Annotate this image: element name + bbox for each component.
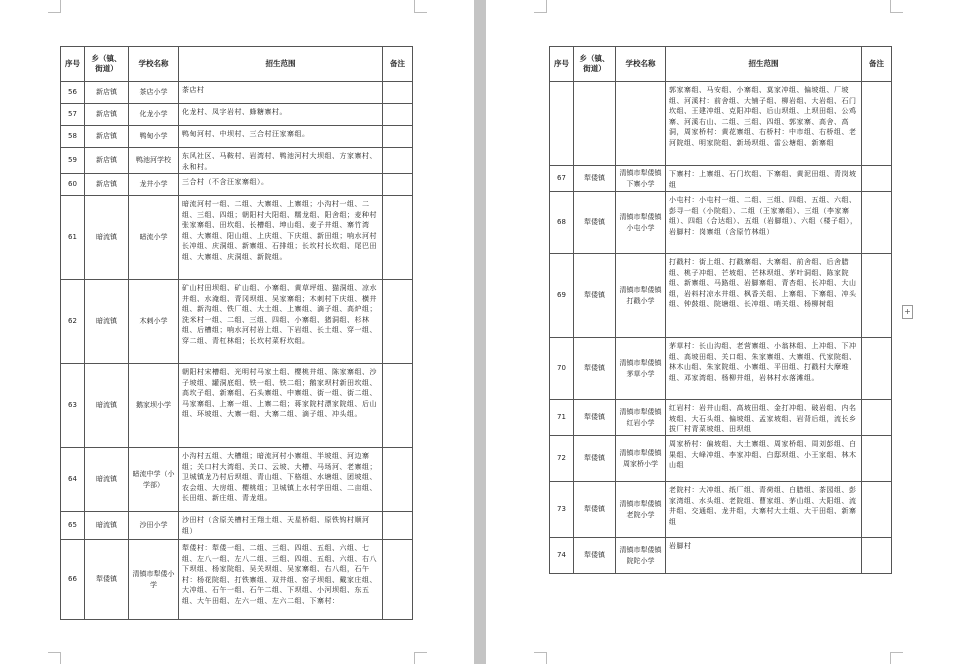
cell-school: 清镇市犁倭镇周家桥小学 xyxy=(616,436,666,482)
cell-town: 犁倭镇 xyxy=(574,254,616,338)
cell-scope: 犁倭村：犁倭一组、二组、三组、四组、五组、六组、七组、左八一组、左八二组、三组、四组、五组、六组、右八下坝组、杨家院组、吴关坝组、吴家寨组、右八组，石午村：杨花院组、打铁寨组、双井组、窑子坝组、戴家庄组、大冲组、石午一组、石午二组、下坝组、小河坝组、东五组、大午田组、左六一组、左六二组、下寨村： xyxy=(179,540,383,620)
cell-note xyxy=(383,280,413,364)
cell-note xyxy=(862,400,892,436)
document-page-right xyxy=(486,0,960,664)
cell-town: 犁倭镇 xyxy=(574,436,616,482)
cell-scope: 郭家寨组、马安组、小寨组、莫家冲组、偏坡组、厂坡组、河溪村：前舍组、大铺子组、柳岩组、大岩组、石门坎组、王建冲组、克阳冲组、后山坝组、上坝田组、公鸡寨、河溪右山、二组、三组、四组、郭家寨、高舍、高洞，周家桥村：黄花寨组、右桥村：中市组、右桥组、老河院组、明家院组、新场坝组、雷公塘组、新寨组 xyxy=(666,82,862,166)
header-note: 备注 xyxy=(862,47,892,82)
cell-num: 74 xyxy=(550,538,574,574)
header-school: 学校名称 xyxy=(129,47,179,82)
header-town: 乡（镇、街道） xyxy=(574,47,616,82)
cell-num: 60 xyxy=(61,174,85,196)
cell-scope: 化龙村、凤字岩村、蜂糖寨村。 xyxy=(179,104,383,126)
cell-town: 新店镇 xyxy=(85,82,129,104)
cell-town: 暗流镇 xyxy=(85,280,129,364)
cell-town: 犁倭镇 xyxy=(574,482,616,538)
table-row xyxy=(61,364,413,448)
cell-town: 犁倭镇 xyxy=(574,338,616,400)
cell-num: 67 xyxy=(550,166,574,192)
table-row xyxy=(61,126,413,148)
cell-school: 木刺小学 xyxy=(129,280,179,364)
header-note: 备注 xyxy=(383,47,413,82)
table-header-row xyxy=(61,47,413,82)
cell-note xyxy=(383,364,413,448)
header-town: 乡（镇、街道） xyxy=(85,47,129,82)
table-row xyxy=(61,448,413,512)
header-scope: 招生范围 xyxy=(179,47,383,82)
cell-num: 68 xyxy=(550,192,574,254)
cell-scope: 朝阳村宋槽组、光明村马家土组、樱桃井组、陈家寨组、沙子坡组、罐洞底组、铁一组、铁二组；鹅家坝村新田坎组、高坎子组、新寨组、石头寨组、中寨组、街一组、街二组、马家寨组、上寨一组、上寨二组；蒋家院村漂家院组、后山组、环坡组、大寨一组、大寨二组、滴子组、冲头组。 xyxy=(179,364,383,448)
cell-note xyxy=(383,104,413,126)
cell-scope: 小沟村五组、大槽组；暗流河村小寨组、半坡组、河边寨组；关口村大湾组、关口、云坡、大槽、马场河、老寨组；卫城镇龙乃村后坝组、青山组、下格组、水塘组、团坡组、农会组、大房组、樱桃组；卫城镇上水村学田组、二亩组、长田组、新庄组、青龙组。 xyxy=(179,448,383,512)
table-row xyxy=(61,512,413,540)
cell-note xyxy=(862,166,892,192)
cell-note xyxy=(383,148,413,174)
cell-school: 龙井小学 xyxy=(129,174,179,196)
margin-corner-mark xyxy=(414,652,427,664)
enrollment-table xyxy=(60,46,413,620)
cell-num: 71 xyxy=(550,400,574,436)
cell-town: 犁倭镇 xyxy=(574,400,616,436)
table-row xyxy=(550,82,892,166)
page-gutter xyxy=(474,0,486,664)
cell-num: 59 xyxy=(61,148,85,174)
header-num: 序号 xyxy=(61,47,85,82)
table-row xyxy=(61,82,413,104)
cell-scope: 矿山村田坝组、矿山组、小寨组、黄草坪组、猫洞组、凉水井组、水淹组、青冈坝组、吴家寨组；木刺村下庆组、横井组、新沟组、铁厂组、大土组、上寨组、滴子组、高炉组；洗米村一组、二组、三组、四组、小寨组、猪洞组、杉林组、后槽组；响水河村岩上组、下岩组、长土组、穿一组、穿二组、青杠林组；长坎村菜籽坎组。 xyxy=(179,280,383,364)
cell-town: 暗流镇 xyxy=(85,512,129,540)
cell-scope: 鸭甸河村、中坝村、三合村汪家寨组。 xyxy=(179,126,383,148)
table-row xyxy=(550,436,892,482)
cell-num: 62 xyxy=(61,280,85,364)
cell-note xyxy=(383,540,413,620)
cell-scope: 三合村（不含汪家寨组）。 xyxy=(179,174,383,196)
cell-scope: 周家桥村：偏坡组、大土寨组、周家桥组、周刘彭组、白果组、大峰冲组、李家冲组、白邸坝组、小王家组、林木山组 xyxy=(666,436,862,482)
cell-town: 新店镇 xyxy=(85,148,129,174)
cell-note xyxy=(862,192,892,254)
cell-school: 鹅家坝小学 xyxy=(129,364,179,448)
cell-note xyxy=(383,196,413,280)
cell-town: 犁倭镇 xyxy=(85,540,129,620)
cell-num: 73 xyxy=(550,482,574,538)
table-row xyxy=(550,338,892,400)
cell-scope: 小屯村：小屯村一组、二组、三组、四组、五组、六组、彭寻一组（小院组）、二组（王家寨组）、三组（李家寨组）、四组（合达组）、五组（岩脚组）、六组（楼子组），岩脚村：岗寨组（含原竹林组） xyxy=(666,192,862,254)
cell-note xyxy=(862,82,892,166)
table-row xyxy=(61,280,413,364)
table-row xyxy=(61,174,413,196)
cell-school: 鸭甸小学 xyxy=(129,126,179,148)
cell-num: 64 xyxy=(61,448,85,512)
cell-town: 暗流镇 xyxy=(85,448,129,512)
table-row xyxy=(550,538,892,574)
cell-num: 63 xyxy=(61,364,85,448)
cell-num: 65 xyxy=(61,512,85,540)
cell-town: 新店镇 xyxy=(85,104,129,126)
cell-town: 犁倭镇 xyxy=(574,538,616,574)
margin-corner-mark xyxy=(890,0,903,13)
table-row xyxy=(61,104,413,126)
table-row xyxy=(550,400,892,436)
cell-school: 清镇市犁倭镇打戳小学 xyxy=(616,254,666,338)
expand-page-button[interactable]: + xyxy=(902,305,913,319)
margin-corner-mark xyxy=(534,0,547,13)
cell-scope: 茶店村 xyxy=(179,82,383,104)
cell-scope: 茅草村：长山沟组、老营寨组、小翁林组、上冲组、下冲组、高坡田组、关口组、朱家寨组、大寨组、代家院组、林木山组、朱家院组、小寨组、平田组、打戳村大摩堆组、邓家湾组、杨柳井组，岩林村水落滩组。 xyxy=(666,338,862,400)
table-body xyxy=(61,82,413,620)
cell-school: 清镇市犁倭镇茅草小学 xyxy=(616,338,666,400)
cell-note xyxy=(862,254,892,338)
cell-town: 新店镇 xyxy=(85,174,129,196)
cell-school: 清镇市犁倭小学 xyxy=(129,540,179,620)
table-row xyxy=(550,482,892,538)
cell-num: 56 xyxy=(61,82,85,104)
table-row xyxy=(550,254,892,338)
cell-scope: 暗流河村一组、二组、大寨组、上寨组；小沟村一组、二组、三组、四组；朝阳村大阳组、糯龙组、阳舍组；麦种村张家寨组、田坎组、长槽组、坤山组、麦子井组、寨竹湾组、大寨组、阳山组、上庆组、下庆组、新田组；响水河村长冲组、庆洞组、新寨组、石排组；长坎村长坎组、尾巴田组、大寨组、庆洞组、新院组。 xyxy=(179,196,383,280)
cell-note xyxy=(862,538,892,574)
cell-note xyxy=(383,448,413,512)
cell-school: 暗流小学 xyxy=(129,196,179,280)
cell-num: 61 xyxy=(61,196,85,280)
cell-scope: 东风社区、马鞍村、岩湾村、鸭池河村大坝组、方家寨村、永和村。 xyxy=(179,148,383,174)
table-body xyxy=(550,82,892,574)
cell-school: 清镇市犁倭镇下寨小学 xyxy=(616,166,666,192)
cell-scope: 打戳村：街上组、打戳寨组、大寨组、前舍组、后舍腊组、桃子冲组、芒坡组、芒林坝组、茅叶洞组、陈家院组、新寨组、马路组、岩脚寨组、青杏组、长冲组、大山组，岩料村凉水井组、枫香关组、上寨组、下寨组、冲头组、钟鼓组、院塘组、长冲组、哨关组、杨柳树组 xyxy=(666,254,862,338)
cell-note xyxy=(383,512,413,540)
table-row xyxy=(61,540,413,620)
margin-corner-mark xyxy=(890,652,903,664)
table-row xyxy=(550,192,892,254)
margin-corner-mark xyxy=(534,652,547,664)
cell-town: 新店镇 xyxy=(85,126,129,148)
cell-scope: 岩脚村 xyxy=(666,538,862,574)
margin-corner-mark xyxy=(414,0,427,13)
table-row xyxy=(61,196,413,280)
cell-town: 犁倭镇 xyxy=(574,166,616,192)
cell-num: 69 xyxy=(550,254,574,338)
header-scope: 招生范围 xyxy=(666,47,862,82)
margin-corner-mark xyxy=(48,652,61,664)
cell-note xyxy=(383,126,413,148)
cell-note xyxy=(862,482,892,538)
cell-scope: 沙田村（含原关槽村王翔土组、天星桥组、原铁钩村顺河组） xyxy=(179,512,383,540)
cell-town: 暗流镇 xyxy=(85,364,129,448)
table-row xyxy=(61,148,413,174)
cell-num xyxy=(550,82,574,166)
cell-num: 70 xyxy=(550,338,574,400)
cell-scope: 下寨村：上寨组、石门坎组、下寨组、黄泥田组、青岗坡组 xyxy=(666,166,862,192)
cell-note xyxy=(862,436,892,482)
cell-school: 清镇市犁倭镇老院小学 xyxy=(616,482,666,538)
cell-town: 暗流镇 xyxy=(85,196,129,280)
cell-school: 清镇市犁倭镇红岩小学 xyxy=(616,400,666,436)
cell-scope: 老院村：大冲组、纸厂组、青荷组、白腊组、茶园组、彭家湾组、水头组、老院组、曹家组、茅山组、大阳组、流井组、交通组、龙井组，大寨村大土组、大干田组、新寨组 xyxy=(666,482,862,538)
table-row xyxy=(550,166,892,192)
cell-num: 57 xyxy=(61,104,85,126)
cell-num: 58 xyxy=(61,126,85,148)
cell-school: 鸭池河学校 xyxy=(129,148,179,174)
margin-corner-mark xyxy=(48,0,61,13)
cell-school: 清镇市犁倭镇小屯小学 xyxy=(616,192,666,254)
table-header-row xyxy=(550,47,892,82)
header-school: 学校名称 xyxy=(616,47,666,82)
enrollment-table-continued xyxy=(549,46,892,574)
cell-num: 72 xyxy=(550,436,574,482)
document-page-left xyxy=(0,0,474,664)
cell-school: 清镇市犁倭镇院陀小学 xyxy=(616,538,666,574)
cell-scope: 红岩村：岩井山组、高坡田组、金打冲组、破岩组、内名坡组、大石头组、偏坡组、孟家坡组、岩背后组，流长乡拔厂村青菜坡组、田坝组 xyxy=(666,400,862,436)
cell-school: 暗流中学（小学部） xyxy=(129,448,179,512)
cell-school: 沙田小学 xyxy=(129,512,179,540)
cell-school xyxy=(616,82,666,166)
header-num: 序号 xyxy=(550,47,574,82)
cell-note xyxy=(383,174,413,196)
cell-num: 66 xyxy=(61,540,85,620)
cell-school: 化龙小学 xyxy=(129,104,179,126)
cell-town xyxy=(574,82,616,166)
cell-note xyxy=(383,82,413,104)
cell-school: 茶店小学 xyxy=(129,82,179,104)
cell-town: 犁倭镇 xyxy=(574,192,616,254)
cell-note xyxy=(862,338,892,400)
